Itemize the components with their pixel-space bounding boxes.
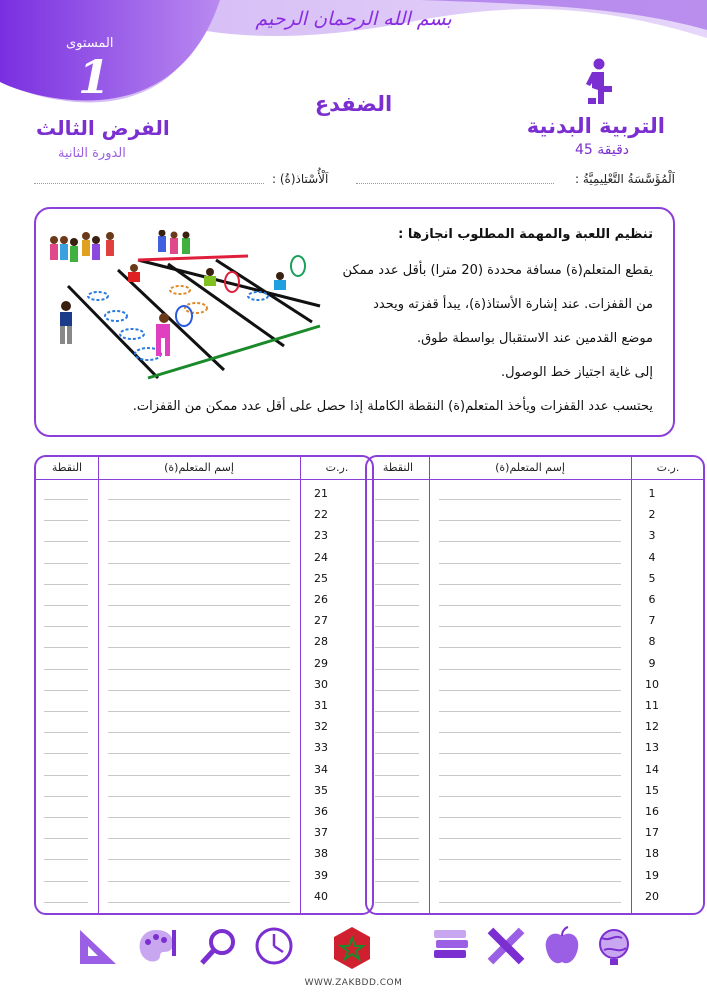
student-name-field[interactable] — [108, 626, 290, 627]
score-field[interactable] — [375, 563, 419, 564]
col-name-header: إسم المتعلم(ة) — [164, 461, 234, 474]
row-number: 29 — [314, 656, 328, 670]
col-num-header: ر.ت. — [656, 461, 680, 474]
subject-title: التربية البدنية — [526, 114, 665, 138]
score-field[interactable] — [44, 626, 88, 627]
ruler-pencil-icon — [484, 926, 528, 966]
exam-title: الفرض الثالث — [36, 116, 170, 140]
row-number: 13 — [645, 741, 659, 755]
score-field[interactable] — [44, 796, 88, 797]
student-name-field[interactable] — [439, 690, 621, 691]
row-number: 9 — [648, 656, 656, 670]
score-field[interactable] — [375, 838, 419, 839]
student-name-field[interactable] — [108, 690, 290, 691]
row-number: 8 — [648, 635, 656, 649]
score-field[interactable] — [375, 584, 419, 585]
student-name-field[interactable] — [439, 753, 621, 754]
score-field[interactable] — [375, 753, 419, 754]
palette-icon — [136, 926, 180, 966]
apple-icon — [540, 926, 584, 966]
athlete-icon — [582, 58, 616, 108]
row-number: 28 — [314, 635, 328, 649]
student-name-field[interactable] — [108, 753, 290, 754]
score-field[interactable] — [375, 881, 419, 882]
col-score-header: النقطة — [51, 461, 83, 474]
row-number: 39 — [314, 868, 328, 882]
student-name-field[interactable] — [439, 732, 621, 733]
score-field[interactable] — [375, 775, 419, 776]
student-name-field[interactable] — [108, 838, 290, 839]
score-field[interactable] — [375, 859, 419, 860]
teacher-field[interactable] — [34, 183, 264, 184]
score-field[interactable] — [375, 669, 419, 670]
row-number: 5 — [648, 571, 656, 585]
row-number: 27 — [314, 614, 328, 628]
score-field[interactable] — [44, 563, 88, 564]
game-title: الضفدع — [314, 92, 393, 116]
student-name-field[interactable] — [439, 669, 621, 670]
row-number: 38 — [314, 847, 328, 861]
col-num-header: ر.ت. — [325, 461, 349, 474]
student-name-field[interactable] — [439, 541, 621, 542]
task-line: يقطع المتعلم(ة) مسافة محددة (20 مترا) بأقل عدد ممكن — [342, 263, 653, 278]
row-number: 10 — [645, 677, 659, 691]
score-field[interactable] — [44, 584, 88, 585]
student-name-field[interactable] — [108, 775, 290, 776]
score-field[interactable] — [375, 520, 419, 521]
level-number: 1 — [78, 50, 111, 104]
student-name-field[interactable] — [108, 563, 290, 564]
score-field[interactable] — [44, 753, 88, 754]
score-field[interactable] — [375, 647, 419, 648]
student-name-field[interactable] — [108, 541, 290, 542]
score-field[interactable] — [375, 499, 419, 500]
score-field[interactable] — [375, 541, 419, 542]
row-number: 26 — [314, 593, 328, 606]
score-table-left — [34, 455, 374, 915]
student-name-field[interactable] — [108, 499, 290, 500]
row-number: 18 — [645, 847, 659, 861]
books-icon — [430, 926, 474, 966]
level-label: المستوى — [66, 36, 114, 51]
score-field[interactable] — [44, 605, 88, 606]
row-number: 6 — [648, 593, 656, 606]
student-name-field[interactable] — [108, 796, 290, 797]
student-name-field[interactable] — [439, 711, 621, 712]
student-name-field[interactable] — [439, 902, 621, 903]
teacher-label: اَلْأُسْتاذ(ةُ) : — [272, 172, 329, 186]
score-field[interactable] — [44, 520, 88, 521]
row-number: 33 — [314, 741, 328, 755]
student-name-field[interactable] — [439, 584, 621, 585]
row-number: 23 — [314, 529, 328, 543]
student-name-field[interactable] — [439, 499, 621, 500]
student-name-field[interactable] — [108, 711, 290, 712]
score-field[interactable] — [44, 690, 88, 691]
student-name-field[interactable] — [108, 859, 290, 860]
student-name-field[interactable] — [439, 859, 621, 860]
student-name-field[interactable] — [439, 563, 621, 564]
magnifier-icon — [198, 926, 242, 966]
score-field[interactable] — [44, 647, 88, 648]
student-name-field[interactable] — [108, 881, 290, 882]
row-number: 7 — [648, 614, 656, 628]
student-name-field[interactable] — [439, 796, 621, 797]
row-number: 14 — [645, 762, 659, 776]
session-label: الدورة الثانية — [58, 146, 126, 161]
duration: 45 دقيقة — [574, 142, 629, 158]
student-name-field[interactable] — [108, 520, 290, 521]
student-name-field[interactable] — [108, 669, 290, 670]
score-field[interactable] — [44, 711, 88, 712]
student-name-field[interactable] — [439, 626, 621, 627]
score-field[interactable] — [375, 690, 419, 691]
row-number: 35 — [314, 783, 328, 797]
score-table-right — [365, 455, 705, 915]
student-name-field[interactable] — [108, 647, 290, 648]
task-heading: تنظيم اللعبة والمهمة المطلوب انجازها : — [398, 227, 653, 242]
score-field[interactable] — [375, 711, 419, 712]
score-field[interactable] — [375, 817, 419, 818]
institution-field[interactable] — [356, 183, 554, 184]
row-number: 20 — [645, 889, 659, 903]
row-number: 21 — [314, 487, 328, 500]
score-field[interactable] — [375, 902, 419, 903]
row-number: 15 — [645, 783, 659, 797]
score-field[interactable] — [44, 732, 88, 733]
score-field[interactable] — [44, 859, 88, 860]
globe-icon — [594, 926, 638, 966]
student-name-field[interactable] — [439, 817, 621, 818]
row-number: 1 — [648, 487, 656, 500]
task-line: موضع القدمين عند الاستقبال بواسطة طوق. — [416, 331, 653, 346]
row-number: 17 — [645, 826, 659, 840]
student-name-field[interactable] — [108, 584, 290, 585]
task-line: من القفزات. عند إشارة الأستاذ(ة)، يبدأ قفزته ويحدد — [373, 297, 653, 312]
row-number: 30 — [314, 677, 328, 691]
row-number: 34 — [314, 762, 328, 776]
student-name-field[interactable] — [439, 881, 621, 882]
row-number: 24 — [314, 550, 328, 564]
student-name-field[interactable] — [439, 520, 621, 521]
row-number: 2 — [648, 508, 656, 522]
student-name-field[interactable] — [108, 605, 290, 606]
score-field[interactable] — [44, 541, 88, 542]
score-field[interactable] — [44, 902, 88, 903]
row-number: 12 — [645, 720, 659, 734]
row-number: 25 — [314, 571, 328, 585]
student-name-field[interactable] — [439, 647, 621, 648]
student-name-field[interactable] — [439, 775, 621, 776]
row-number: 22 — [314, 508, 328, 522]
score-field[interactable] — [44, 838, 88, 839]
score-field[interactable] — [44, 669, 88, 670]
morocco-emblem-icon — [330, 926, 374, 970]
task-line: إلى غاية اجتياز خط الوصول. — [500, 365, 653, 380]
basmala: بسم الله الرحمان الرحيم — [255, 8, 452, 30]
student-name-field[interactable] — [108, 817, 290, 818]
student-name-field[interactable] — [108, 732, 290, 733]
game-illustration — [48, 230, 326, 380]
row-number: 11 — [645, 699, 659, 712]
row-number: 32 — [314, 720, 328, 734]
set-square-icon — [76, 926, 120, 966]
student-name-field[interactable] — [439, 838, 621, 839]
row-number: 37 — [314, 826, 328, 840]
col-score-header: النقطة — [382, 461, 414, 474]
row-number: 36 — [314, 805, 328, 818]
score-field[interactable] — [375, 626, 419, 627]
icon-strip — [0, 926, 707, 970]
row-number: 3 — [648, 529, 656, 543]
footer-site: WWW.ZAKBDD.COM — [304, 978, 403, 988]
score-field[interactable] — [44, 499, 88, 500]
score-field[interactable] — [44, 881, 88, 882]
score-field[interactable] — [375, 732, 419, 733]
row-number: 16 — [645, 805, 659, 818]
row-number: 31 — [314, 699, 328, 712]
institution-label: اَلْمُؤَسَّسَةُ التَّعْلِيمِيَّةُ : — [575, 172, 675, 186]
student-name-field[interactable] — [108, 902, 290, 903]
col-name-header: إسم المتعلم(ة) — [495, 461, 565, 474]
score-field[interactable] — [375, 796, 419, 797]
row-number: 4 — [648, 550, 656, 564]
row-number: 19 — [645, 868, 659, 882]
score-field[interactable] — [44, 817, 88, 818]
row-number: 40 — [314, 889, 328, 903]
score-field[interactable] — [44, 775, 88, 776]
student-name-field[interactable] — [439, 605, 621, 606]
score-field[interactable] — [375, 605, 419, 606]
clock-icon — [252, 926, 296, 966]
task-line: يحتسب عدد القفزات ويأخذ المتعلم(ة) النقطة الكاملة إذا حصل على أقل عدد ممكن من القفزات. — [132, 399, 653, 414]
